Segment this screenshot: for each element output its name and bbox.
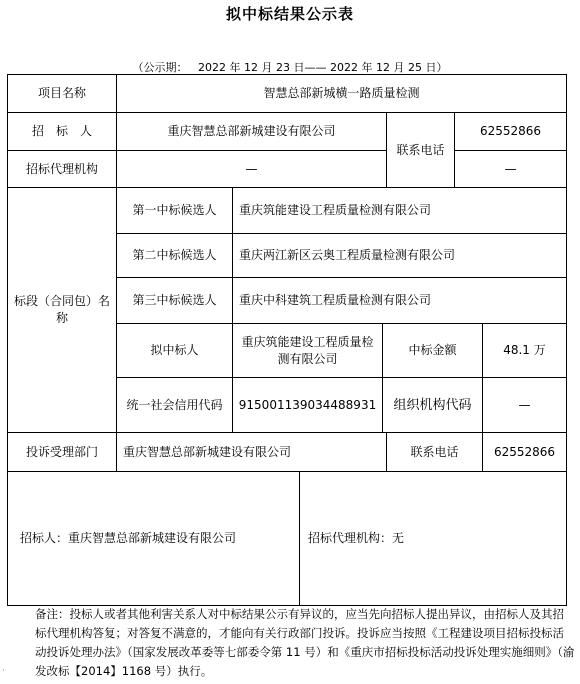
- margin-mark: ·: [2, 666, 5, 676]
- candidate1-label: 第一中标候选人: [116, 187, 233, 234]
- candidate1-value: 重庆筑能建设工程质量检测有限公司: [232, 187, 567, 234]
- amount-label: 中标金额: [382, 323, 483, 378]
- winner-value: 重庆筑能建设工程质量检测有限公司: [232, 323, 383, 378]
- page-title: 拟中标结果公示表: [225, 5, 354, 23]
- tenderer-label: 招 标 人: [7, 112, 117, 151]
- project-name-value: 智慧总部新城横一路质量检测: [116, 74, 567, 113]
- publicity-period: （公示期： 2022 年 12 月 23 日—— 2022 年 12 月 25 日）: [132, 61, 448, 74]
- complaint-label: 投诉受理部门: [7, 432, 117, 472]
- tenderer-value: 重庆智慧总部新城建设有限公司: [116, 112, 387, 151]
- agency-value: —: [116, 150, 387, 188]
- complaint-phone-label: 联系电话: [386, 432, 483, 472]
- candidate3-value: 重庆中科建筑工程质量检测有限公司: [232, 277, 567, 324]
- sign-tenderer: 招标人：重庆智慧总部新城建设有限公司: [7, 471, 300, 606]
- sign-agency: 招标代理机构：无: [299, 471, 567, 606]
- candidate2-label: 第二中标候选人: [116, 233, 233, 278]
- amount-value: 48.1 万: [482, 323, 567, 378]
- agency-label: 招标代理机构: [7, 150, 117, 188]
- complaint-phone: 62552866: [482, 432, 567, 472]
- winner-label: 拟中标人: [116, 323, 233, 378]
- complaint-dept: 重庆智慧总部新城建设有限公司: [116, 432, 387, 472]
- footnote: 备注：投标人或者其他利害关系人对中标结果公示有异议的，应当先向招标人提出异议，由招标人及其招标代理机构答复；对答复不满意的，才能向有关行政部门投诉。投诉应当按照《工程建设项目招标投标活动投诉处理办法》（国家发展改革委等七部委令第 11 号）和《重庆市招标投标活动投诉处理实施细则》（渝发改标【2014】1168 号）执行。: [35, 607, 575, 678]
- org-code-label: 组织机构代码: [382, 377, 483, 433]
- project-name-label: 项目名称: [7, 74, 117, 113]
- credit-code-value: 915001139034488931: [232, 377, 383, 433]
- candidate2-value: 重庆两江新区云奥工程质量检测有限公司: [232, 233, 567, 278]
- tenderer-phone: 62552866: [454, 112, 567, 151]
- candidate3-label: 第三中标候选人: [116, 277, 233, 324]
- agency-phone: —: [454, 150, 567, 188]
- contact-phone-label: 联系电话: [386, 112, 455, 188]
- org-code-value: —: [482, 377, 567, 433]
- section-label: 标段（合同包）名称: [7, 187, 117, 433]
- credit-code-label: 统一社会信用代码: [116, 377, 233, 433]
